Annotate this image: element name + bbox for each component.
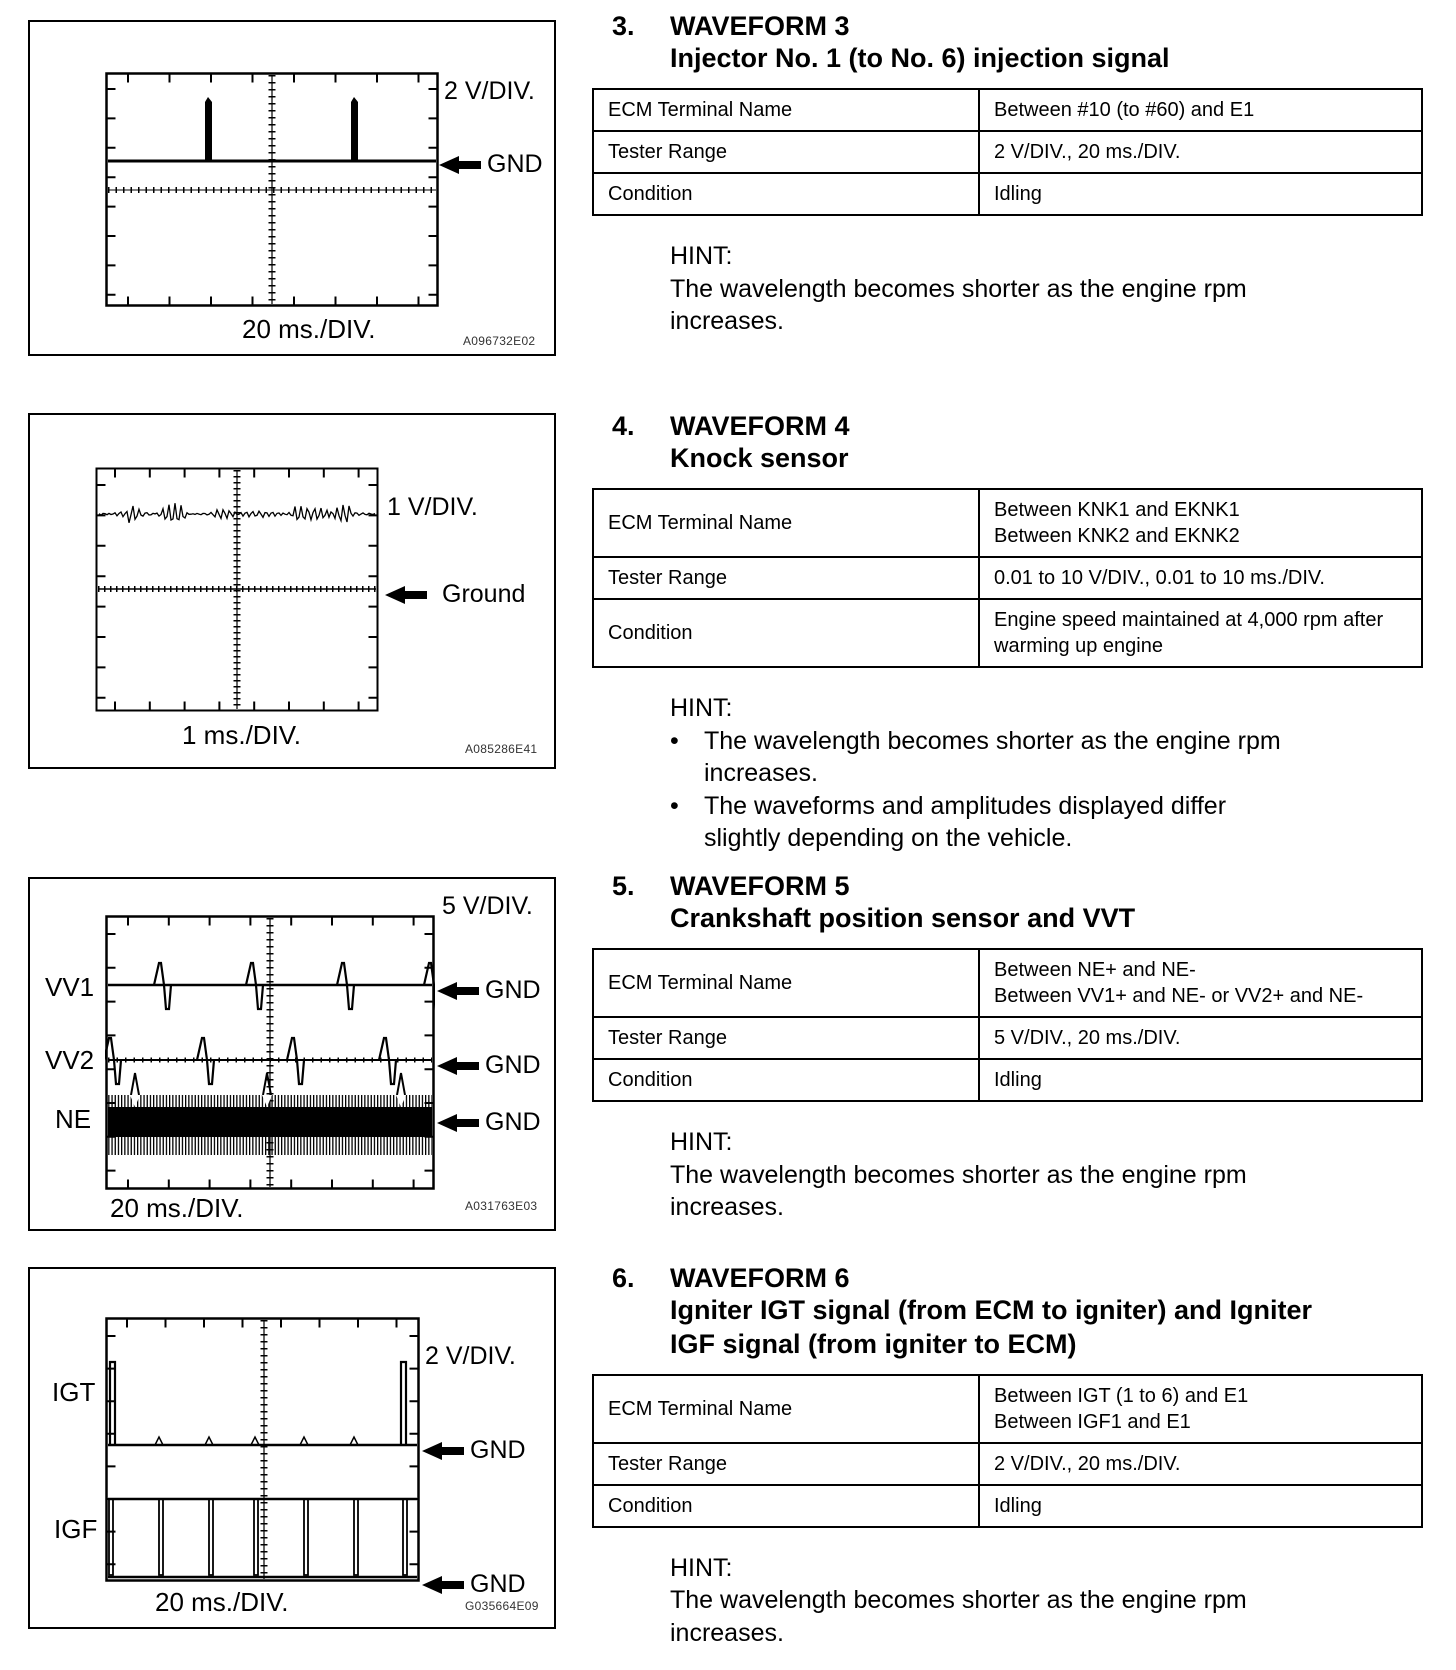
section-heading — [592, 1262, 1423, 1294]
spec-table — [592, 488, 1423, 668]
hint-bullet-item — [670, 790, 1423, 855]
waveform5-gnd-row-3 — [437, 1108, 541, 1137]
waveform3-figure — [28, 20, 556, 356]
row-label: ECM Terminal Name — [593, 1375, 979, 1443]
hint-label: HINT: — [670, 242, 733, 271]
value-line: Between IGF1 and E1 — [994, 1410, 1191, 1433]
gnd-label: GND — [487, 150, 543, 178]
table-row — [593, 1017, 1422, 1059]
section-subtitle: Igniter IGT signal (from ECM to igniter) and Igniter — [670, 1295, 1313, 1326]
row-value — [979, 1375, 1422, 1443]
waveform4-figure — [28, 413, 556, 769]
section-number: 3. — [612, 11, 635, 41]
row-value — [979, 949, 1422, 1017]
left-arrow-icon — [422, 1576, 467, 1594]
table-row — [593, 599, 1422, 667]
row-value: 0.01 to 10 V/DIV., 0.01 to 10 ms./DIV. — [979, 557, 1422, 599]
row-value: Idling — [979, 1059, 1422, 1101]
table-row — [593, 1375, 1422, 1443]
value-line: Between IGT (1 to 6) and E1 — [994, 1384, 1249, 1407]
waveform6-gnd-row-1 — [422, 1436, 526, 1465]
row-value: Between #10 (to #60) and E1 — [979, 89, 1422, 131]
table-row — [593, 1059, 1422, 1101]
ground-label: Ground — [442, 580, 526, 608]
hint-text: The wavelength becomes shorter as the engine rpm increases. — [670, 1160, 1247, 1222]
section-subtitle: Crankshaft position sensor and VVT — [670, 903, 1136, 934]
waveform3-timediv-label: 20 ms./DIV. — [242, 314, 376, 344]
table-row — [593, 557, 1422, 599]
gnd-label: GND — [485, 1108, 541, 1136]
hint-text: The wavelength becomes shorter as the engine rpm increases. — [670, 1586, 1247, 1647]
waveform5-gnd-row-2 — [437, 1051, 541, 1080]
table-row — [593, 1443, 1422, 1485]
left-arrow-icon — [437, 982, 482, 1000]
waveform5-timediv-label: 20 ms./DIV. — [110, 1193, 244, 1223]
section-heading — [592, 410, 1423, 442]
row-value: 5 V/DIV., 20 ms./DIV. — [979, 1017, 1422, 1059]
row-value: 2 V/DIV., 20 ms./DIV. — [979, 1443, 1422, 1485]
channel-label-igf: IGF — [54, 1514, 98, 1544]
row-label: Tester Range — [593, 557, 979, 599]
waveform6-figure-code: G035664E09 — [465, 1599, 539, 1613]
waveform6-figure — [28, 1267, 556, 1629]
section-waveform3 — [592, 10, 1423, 338]
left-arrow-icon — [385, 586, 430, 604]
bullet-icon: • — [670, 726, 679, 755]
row-label: Condition — [593, 1059, 979, 1101]
row-label: Tester Range — [593, 1017, 979, 1059]
waveform5-vdiv-label: 5 V/DIV. — [442, 892, 533, 920]
table-row — [593, 949, 1422, 1017]
row-label: Condition — [593, 599, 979, 667]
section-heading — [592, 10, 1423, 42]
section-subtitle: Injector No. 1 (to No. 6) injection signal — [670, 43, 1170, 74]
section-title: WAVEFORM 5 — [670, 871, 850, 901]
section-title: WAVEFORM 3 — [670, 11, 850, 41]
value-line: Between KNK2 and EKNK2 — [994, 525, 1240, 548]
row-label: ECM Terminal Name — [593, 949, 979, 1017]
row-label: Condition — [593, 1485, 979, 1527]
value-line: Between NE+ and NE- — [994, 959, 1196, 982]
row-value: Engine speed maintained at 4,000 rpm after warming up engine — [979, 599, 1422, 667]
gnd-label: GND — [485, 1051, 541, 1079]
bullet-icon: • — [670, 791, 679, 820]
section-subtitle: Knock sensor — [670, 443, 849, 474]
section-title: WAVEFORM 4 — [670, 411, 850, 441]
table-row — [593, 489, 1422, 557]
waveform4-ground-row — [385, 580, 525, 609]
vvt-ne-oscillogram — [105, 915, 435, 1190]
section-number: 4. — [612, 411, 635, 441]
hint-label: HINT: — [670, 694, 733, 723]
table-row — [593, 89, 1422, 131]
spec-table — [592, 88, 1423, 216]
value-line: Between VV1+ and NE- or VV2+ and NE- — [994, 985, 1364, 1008]
row-label: ECM Terminal Name — [593, 489, 979, 557]
injector-oscillogram — [105, 72, 439, 307]
waveform5-figure-code: A031763E03 — [465, 1199, 538, 1213]
value-line: Between KNK1 and EKNK1 — [994, 499, 1240, 522]
channel-label-ne: NE — [55, 1104, 92, 1134]
waveform5-gnd-row-1 — [437, 976, 541, 1005]
section-waveform4 — [592, 410, 1423, 855]
section-waveform6 — [592, 1262, 1423, 1649]
gnd-label: GND — [470, 1570, 526, 1598]
spec-table — [592, 948, 1423, 1102]
table-row — [593, 173, 1422, 215]
channel-label-vv2: VV2 — [45, 1045, 95, 1075]
table-row — [593, 131, 1422, 173]
waveform3-gnd-row — [439, 150, 543, 179]
section-title: WAVEFORM 6 — [670, 1263, 850, 1293]
left-arrow-icon — [422, 1442, 467, 1460]
row-value: Idling — [979, 1485, 1422, 1527]
waveform4-vdiv-label: 1 V/DIV. — [387, 493, 478, 521]
hint-text: The wavelength becomes shorter as the engine rpm increases. — [704, 726, 1281, 788]
waveform3-figure-code: A096732E02 — [463, 334, 536, 348]
igt-igf-oscillogram — [105, 1317, 420, 1582]
waveform4-figure-code: A085286E41 — [465, 742, 538, 756]
knock-sensor-oscillogram — [95, 467, 379, 712]
left-arrow-icon — [439, 156, 484, 174]
section-number: 5. — [612, 871, 635, 901]
waveform5-figure — [28, 877, 556, 1231]
spec-table — [592, 1374, 1423, 1528]
waveform3-vdiv-label: 2 V/DIV. — [444, 77, 535, 105]
channel-label-vv1: VV1 — [45, 972, 95, 1002]
gnd-label: GND — [470, 1436, 526, 1464]
hint-bullet-item — [670, 725, 1423, 790]
waveform6-vdiv-label: 2 V/DIV. — [425, 1342, 516, 1370]
left-arrow-icon — [437, 1057, 482, 1075]
row-label: Tester Range — [593, 131, 979, 173]
row-value: Idling — [979, 173, 1422, 215]
hint-label: HINT: — [670, 1553, 733, 1582]
row-label: Condition — [593, 173, 979, 215]
section-number: 6. — [612, 1263, 635, 1293]
channel-label-igt: IGT — [52, 1377, 96, 1407]
row-value — [979, 489, 1422, 557]
section-waveform5 — [592, 870, 1423, 1224]
hint-text: The wavelength becomes shorter as the engine rpm increases. — [670, 274, 1247, 336]
waveform6-timediv-label: 20 ms./DIV. — [155, 1587, 289, 1617]
row-label: ECM Terminal Name — [593, 89, 979, 131]
waveform4-timediv-label: 1 ms./DIV. — [182, 720, 301, 750]
section-heading — [592, 870, 1423, 902]
section-subtitle: IGF signal (from igniter to ECM) — [670, 1329, 1077, 1360]
row-label: Tester Range — [593, 1443, 979, 1485]
hint-text: The waveforms and amplitudes displayed differ slightly depending on the vehicle. — [704, 791, 1227, 853]
table-row — [593, 1485, 1422, 1527]
waveform6-gnd-row-2 — [422, 1570, 526, 1599]
row-value: 2 V/DIV., 20 ms./DIV. — [979, 131, 1422, 173]
hint-label: HINT: — [670, 1128, 733, 1157]
left-arrow-icon — [437, 1114, 482, 1132]
gnd-label: GND — [485, 976, 541, 1004]
